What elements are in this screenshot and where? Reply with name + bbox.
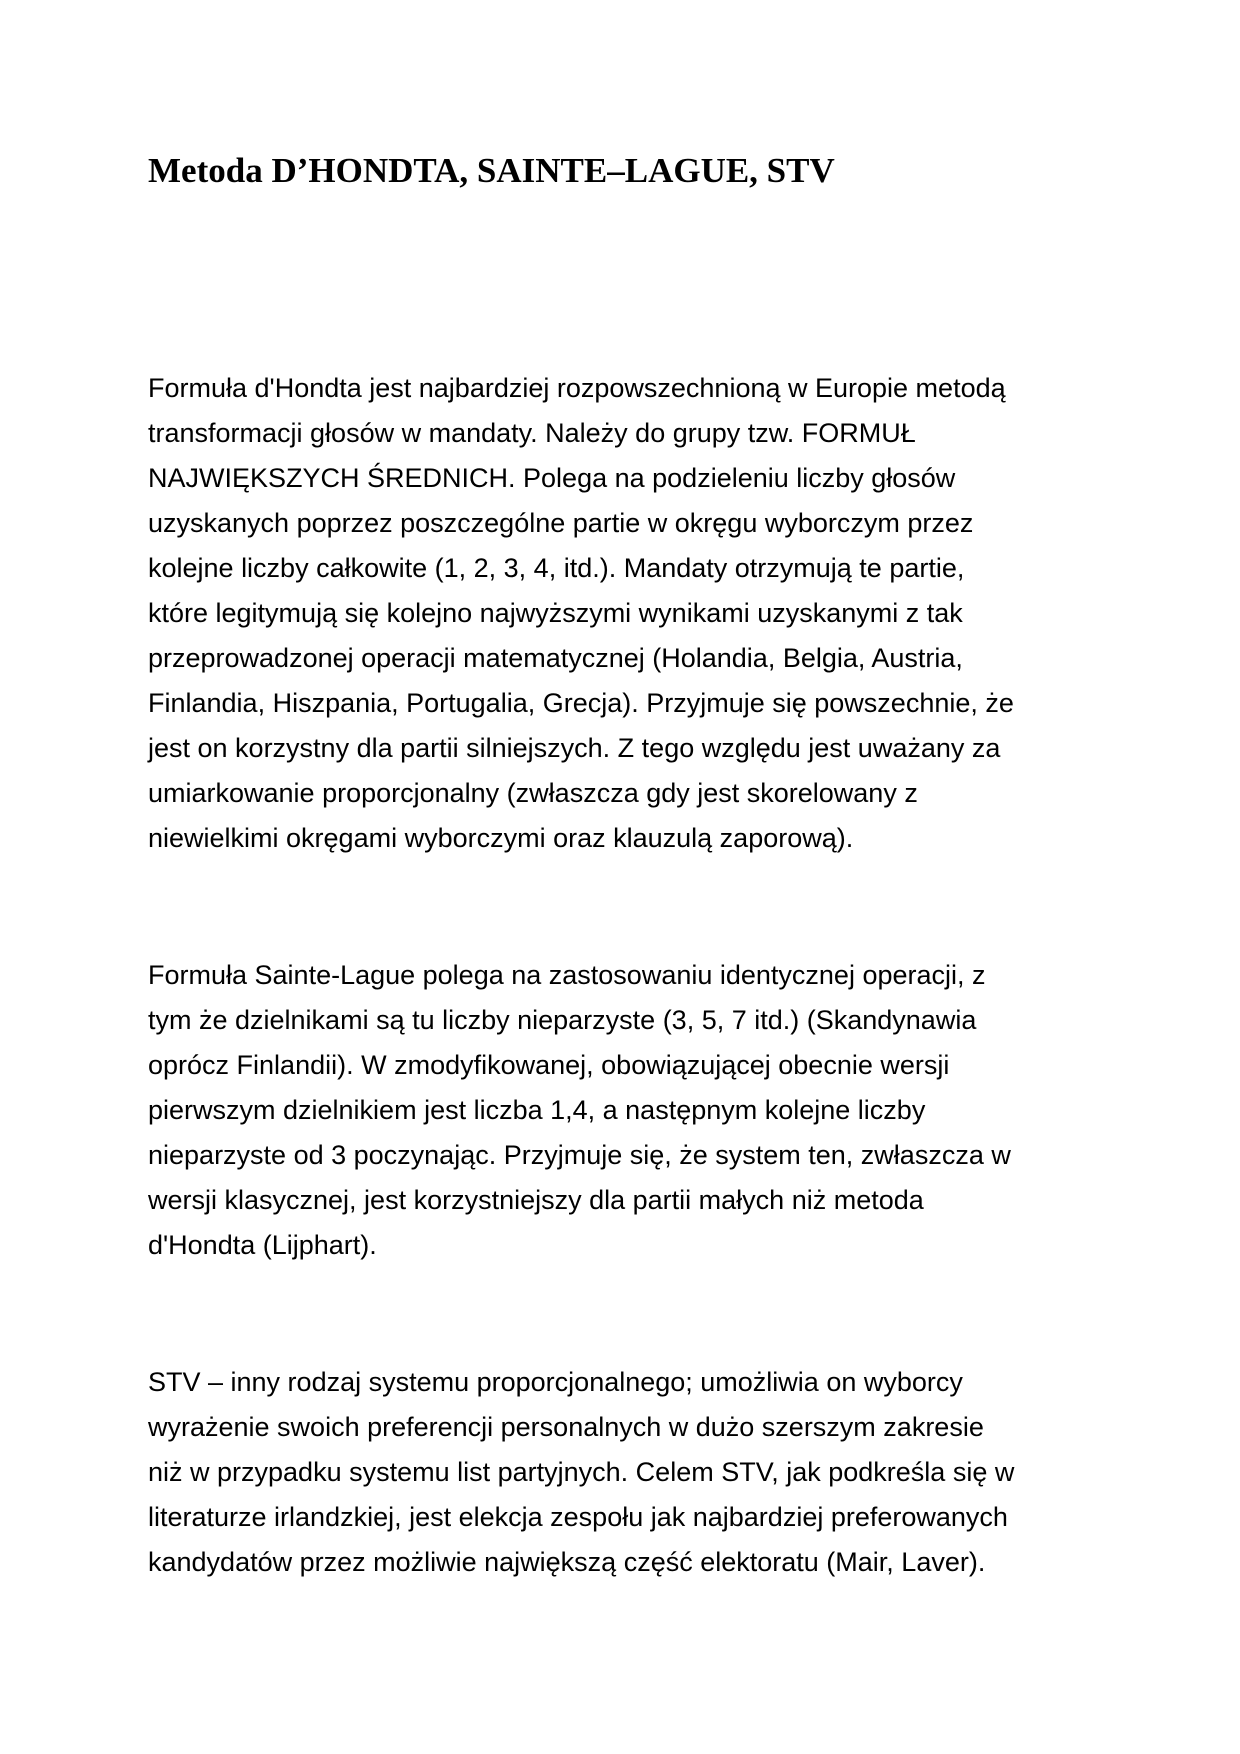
document-title: Metoda D’HONDTA, SAINTE–LAGUE, STV	[148, 151, 835, 190]
text-line: przeprowadzonej operacji matematycznej (Holandia, Belgia, Austria,	[148, 643, 963, 673]
text-line: niż w przypadku systemu list partyjnych. Celem STV, jak podkreśla się w	[148, 1457, 1015, 1487]
text-line: transformacji głosów w mandaty. Należy do grupy tzw. FORMUŁ	[148, 418, 916, 448]
text-line: Formuła d'Hondta jest najbardziej rozpowszechnioną w Europie metodą	[148, 373, 1006, 403]
text-line: jest on korzystny dla partii silniejszych. Z tego względu jest uważany za	[148, 733, 1001, 763]
text-line: umiarkowanie proporcjonalny (zwłaszcza gdy jest skorelowany z	[148, 778, 918, 808]
text-line: NAJWIĘKSZYCH ŚREDNICH. Polega na podzieleniu liczby głosów	[148, 463, 956, 493]
text-line: które legitymują się kolejno najwyższymi wynikami uzyskanymi z tak	[148, 598, 963, 628]
text-line: d'Hondta (Lijphart).	[148, 1230, 377, 1260]
text-line: nieparzyste od 3 poczynając. Przyjmuje się, że system ten, zwłaszcza w	[148, 1140, 1011, 1170]
text-line: pierwszym dzielnikiem jest liczba 1,4, a następnym kolejne liczby	[148, 1095, 926, 1125]
paragraph-dhondt	[148, 366, 1108, 861]
text-line: uzyskanych poprzez poszczególne partie w okręgu wyborczym przez	[148, 508, 974, 538]
text-line: kolejne liczby całkowite (1, 2, 3, 4, itd.). Mandaty otrzymują te partie,	[148, 553, 965, 583]
text-line: wersji klasycznej, jest korzystniejszy dla partii małych niż metoda	[148, 1185, 924, 1215]
text-line: Finlandia, Hiszpania, Portugalia, Grecja). Przyjmuje się powszechnie, że	[148, 688, 1014, 718]
text-line: kandydatów przez możliwie największą część elektoratu (Mair, Laver).	[148, 1547, 986, 1577]
text-line: wyrażenie swoich preferencji personalnych w dużo szerszym zakresie	[148, 1412, 984, 1442]
text-line: STV – inny rodzaj systemu proporcjonalnego; umożliwia on wyborcy	[148, 1367, 963, 1397]
text-line: niewielkimi okręgami wyborczymi oraz klauzulą zaporową).	[148, 823, 854, 853]
text-line: tym że dzielnikami są tu liczby nieparzyste (3, 5, 7 itd.) (Skandynawia	[148, 1005, 977, 1035]
text-line: Formuła Sainte-Lague polega na zastosowaniu identycznej operacji, z	[148, 960, 986, 990]
text-line: oprócz Finlandii). W zmodyfikowanej, obowiązującej obecnie wersji	[148, 1050, 950, 1080]
text-line: literaturze irlandzkiej, jest elekcja zespołu jak najbardziej preferowanych	[148, 1502, 1008, 1532]
paragraph-sainte-lague	[148, 953, 1108, 1268]
paragraph-stv	[148, 1360, 1108, 1585]
